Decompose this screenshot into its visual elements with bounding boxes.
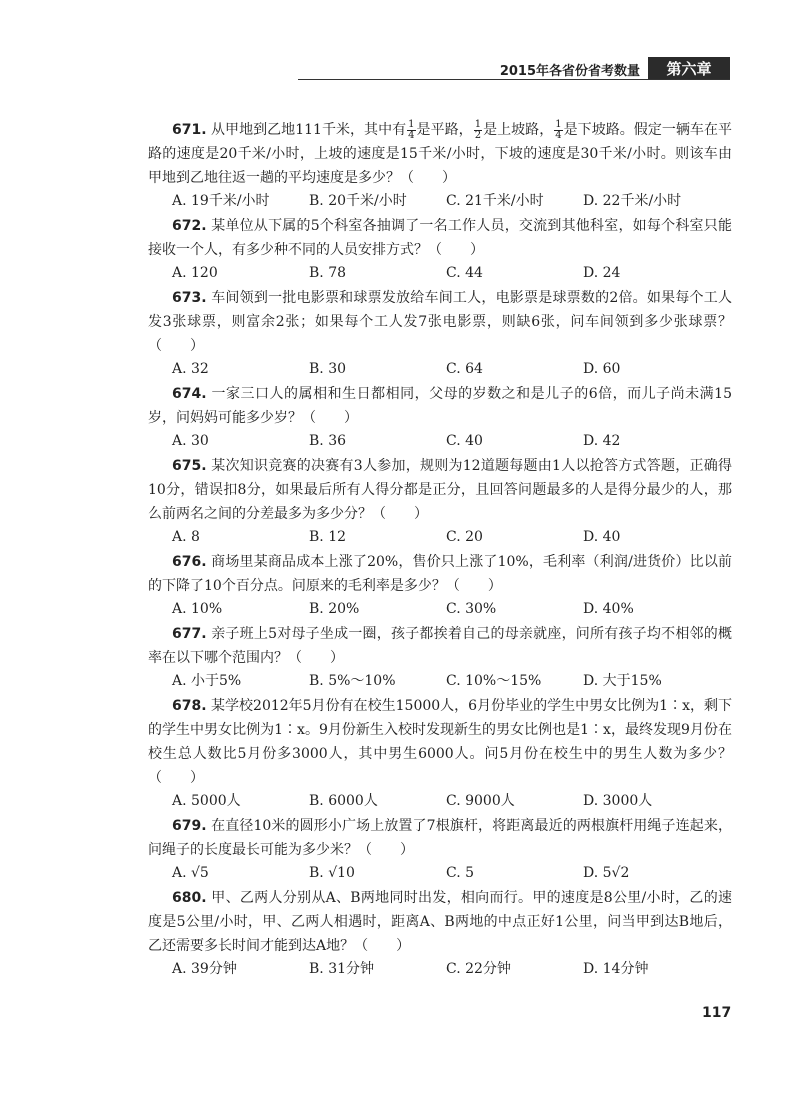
answer-options [172, 598, 732, 620]
question-text: 商场里某商品成本上涨了20%，售价只上涨了10%，毛利率（利润/进货价）比以前的下降了10个百分点。问原来的毛利率是多少？（ ） [148, 554, 732, 594]
answer-option: A. 小于5% [172, 673, 242, 689]
answer-option: D. 3000人 [583, 793, 653, 809]
fraction [554, 120, 562, 141]
question-text: 车间领到一批电影票和球票发放给车间工人，电影票是球票数的2倍。如果每个工人发3张球票，则富余2张；如果每个工人发7张电影票，则缺6张，问车间领到多少张球票？（ ） [148, 290, 732, 354]
question-item [148, 622, 732, 692]
question-number: 680. [172, 890, 207, 906]
question-number: 679. [172, 818, 207, 834]
question-item [148, 886, 732, 980]
question-item [148, 694, 732, 812]
answer-option: A. 10% [172, 601, 223, 617]
question-text: 是下坡路。假定一辆车在平路的速度是20千米/小时，上坡的速度是15千米/小时，下坡的速度是30千米/小时。则该车由甲地到乙地往返一趟的平均速度是多少？（ ） [148, 122, 732, 186]
fraction-numerator: 1 [555, 118, 562, 130]
question-stem [148, 286, 732, 358]
answer-option: A. 8 [172, 529, 200, 545]
question-number: 677. [172, 626, 207, 642]
answer-options [172, 190, 732, 212]
question-item [148, 382, 732, 452]
question-text: 从甲地到乙地111千米，其中有 [211, 122, 407, 138]
header-rule [298, 79, 730, 80]
question-text: 某次知识竞赛的决赛有3人参加，规则为12道题每题由1人以抢答方式答题，正确得10分，错误扣8分，如果最后所有人得分都是正分，且回答问题最多的人是得分最少的人，那么前两名之间的分差最多为多少分？（ ） [148, 458, 732, 522]
question-list [148, 118, 732, 982]
question-text: 是平路， [416, 122, 473, 138]
answer-option: D. 14分钟 [583, 961, 649, 977]
answer-option: A. 30 [172, 433, 209, 449]
question-number: 676. [172, 554, 207, 570]
answer-option: C. 64 [446, 361, 483, 377]
answer-option: B. 78 [309, 265, 347, 281]
answer-options [172, 526, 732, 548]
question-stem [148, 454, 732, 526]
fraction-denominator: 4 [555, 129, 562, 141]
question-stem [148, 694, 732, 790]
answer-option: A. 19千米/小时 [172, 193, 270, 209]
question-item [148, 118, 732, 212]
fraction-numerator: 1 [474, 118, 482, 130]
answer-option: B. 20% [309, 601, 360, 617]
question-number: 678. [172, 698, 207, 714]
answer-options [172, 790, 732, 812]
fraction [474, 120, 482, 141]
answer-option: C. 40 [446, 433, 483, 449]
answer-option: C. 10%～15% [446, 673, 542, 689]
answer-option: D. 60 [583, 361, 621, 377]
answer-options [172, 430, 732, 452]
question-text: 某单位从下属的5个科室各抽调了一名工作人员，交流到其他科室，如每个科室只能接收一个人，有多少种不同的人员安排方式？（ ） [148, 218, 732, 258]
question-text: 在直径10米的圆形小广场上放置了7根旗杆，将距离最近的两根旗杆用绳子连起来，问绳子的长度最长可能为多少米？（ ） [148, 818, 732, 858]
answer-options [172, 862, 732, 884]
question-item [148, 286, 732, 380]
answer-option: A. 5000人 [172, 793, 241, 809]
answer-options [172, 358, 732, 380]
question-stem [148, 550, 732, 598]
question-stem [148, 382, 732, 430]
answer-option: B. √10 [309, 865, 355, 881]
answer-option: D. 22千米/小时 [583, 193, 682, 209]
answer-option: B. 5%～10% [309, 673, 396, 689]
header-book-title: 2015年各省份省考数量 [499, 64, 640, 79]
answer-option: B. 31分钟 [309, 961, 375, 977]
answer-option: C. 20 [446, 529, 483, 545]
answer-option: B. 6000人 [309, 793, 378, 809]
answer-option: C. 30% [446, 601, 497, 617]
answer-option: D. 5√2 [583, 865, 630, 881]
answer-option: C. 5 [446, 865, 475, 881]
question-number: 675. [172, 458, 207, 474]
answer-option: A. 39分钟 [172, 961, 237, 977]
fraction-numerator: 1 [408, 118, 415, 130]
answer-option: D. 42 [583, 433, 621, 449]
question-text: 一家三口人的属相和生日都相同，父母的岁数之和是儿子的6倍，而儿子尚未满15岁，问妈妈可能多少岁？（ ） [148, 386, 732, 426]
question-text: 甲、乙两人分别从A、B两地同时出发，相向而行。甲的速度是8公里/小时，乙的速度是5公里/小时，甲、乙两人相遇时，距离A、B两地的中点正好1公里，问当甲到达B地后，乙还需要多长时间才能到达A地？（ ） [148, 890, 732, 954]
fraction-denominator: 4 [408, 129, 415, 141]
question-number: 671. [172, 122, 207, 138]
answer-option: B. 12 [309, 529, 347, 545]
answer-option: A. 120 [172, 265, 218, 281]
question-number: 672. [172, 218, 207, 234]
answer-option: A. 32 [172, 361, 209, 377]
question-number: 673. [172, 290, 207, 306]
question-stem [148, 886, 732, 958]
answer-option: C. 44 [446, 265, 483, 281]
question-item [148, 814, 732, 884]
answer-option: C. 9000人 [446, 793, 515, 809]
question-stem [148, 118, 732, 190]
answer-option: B. 30 [309, 361, 347, 377]
question-stem [148, 814, 732, 862]
answer-option: A. √5 [172, 865, 209, 881]
question-text: 是上坡路， [483, 122, 554, 138]
answer-options [172, 670, 732, 692]
question-stem [148, 214, 732, 262]
answer-options [172, 958, 732, 980]
answer-options [172, 262, 732, 284]
question-number: 674. [172, 386, 207, 402]
answer-option: C. 21千米/小时 [446, 193, 544, 209]
question-item [148, 550, 732, 620]
answer-option: B. 20千米/小时 [309, 193, 407, 209]
answer-option: C. 22分钟 [446, 961, 511, 977]
question-item [148, 214, 732, 284]
page-number: 117 [702, 1005, 732, 1021]
fraction-denominator: 2 [474, 129, 482, 141]
question-text: 亲子班上5对母子坐成一圈，孩子都挨着自己的母亲就座，问所有孩子均不相邻的概率在以下哪个范围内？（ ） [148, 626, 732, 666]
question-text: 某学校2012年5月份有在校生15000人，6月份毕业的学生中男女比例为1∶x，剩下的学生中男女比例为1∶x。9月份新生入校时发现新生的男女比例也是1∶x，最终发现9月份在校生总人数比5月份多3000人，其中男生6000人。问5月份在校生中的男生人数为多少？（ ） [148, 698, 733, 786]
answer-option: D. 40% [583, 601, 634, 617]
answer-option: D. 24 [583, 265, 621, 281]
answer-option: D. 40 [583, 529, 621, 545]
fraction [407, 120, 415, 141]
question-item [148, 454, 732, 548]
header-chapter-badge: 第六章 [648, 57, 730, 79]
answer-option: D. 大于15% [583, 673, 662, 689]
answer-option: B. 36 [309, 433, 347, 449]
question-stem [148, 622, 732, 670]
